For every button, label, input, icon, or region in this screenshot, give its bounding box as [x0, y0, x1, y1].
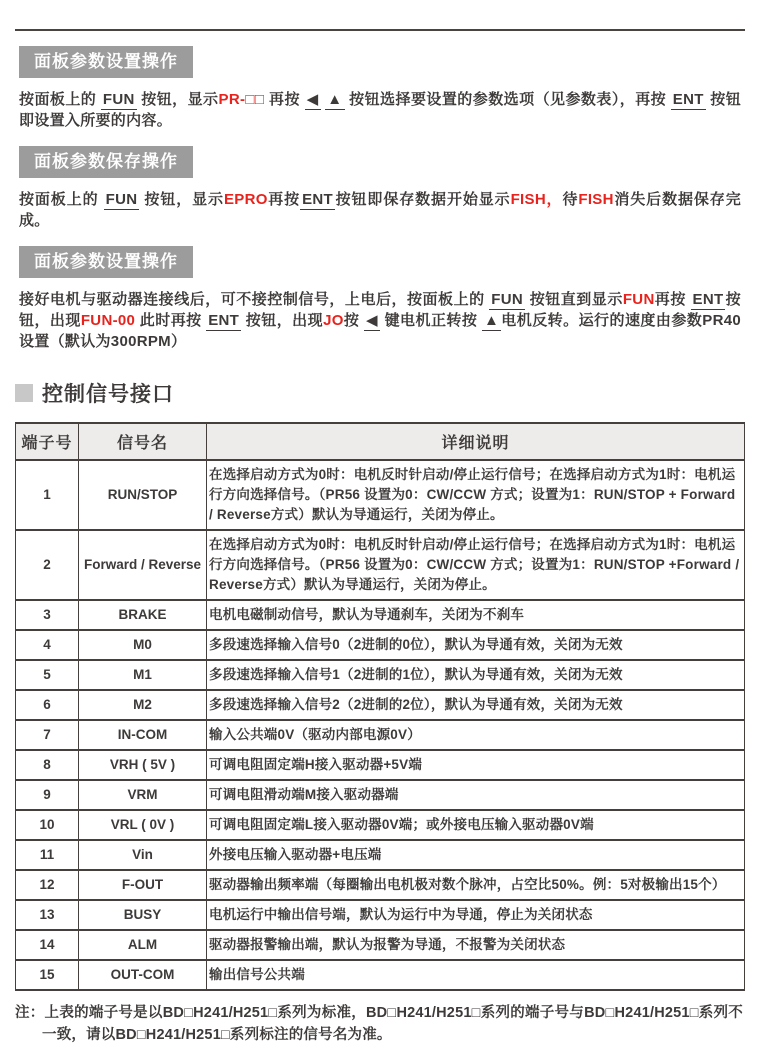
signal-name-cell: BUSY	[79, 900, 207, 930]
column-header-signal: 信号名	[79, 423, 207, 460]
terminal-number-cell: 13	[16, 900, 79, 930]
body-text: 电机反转。运行的速度由参数PR40设置（默认为300RPM）	[19, 312, 741, 350]
description-cell: 多段速选择输入信号1（2进制的1位），默认为导通有效，关闭为无效	[207, 660, 745, 690]
signal-name-cell: M0	[79, 630, 207, 660]
underlined-key-label: ▲	[327, 91, 343, 108]
note-prefix: 注：	[15, 1005, 45, 1021]
description-cell: 输出信号公共端	[207, 960, 745, 990]
control-signal-title-row	[15, 378, 761, 408]
body-text: 按钮直到显示	[525, 291, 623, 308]
signal-name-cell: F-OUT	[79, 870, 207, 900]
underlined-key-label: FUN	[105, 191, 138, 208]
column-header-description: 详细说明	[207, 423, 745, 460]
signal-name-cell: RUN/STOP	[79, 460, 207, 530]
panel-setting-section-2	[0, 231, 761, 352]
table-row	[16, 780, 745, 810]
signal-name-cell: M2	[79, 690, 207, 720]
terminal-number-cell: 15	[16, 960, 79, 990]
table-row	[16, 900, 745, 930]
description-cell: 驱动器输出频率端（每圈输出电机极对数个脉冲，占空比50%。例：5对极输出15个）	[207, 870, 745, 900]
description-cell: 多段速选择输入信号0（2进制的0位），默认为导通有效，关闭为无效	[207, 630, 745, 660]
highlight-text: FUN	[622, 291, 655, 308]
body-text: 按钮，出现	[241, 312, 324, 329]
terminal-number-cell: 4	[16, 630, 79, 660]
body-text: 键电机正转按	[379, 312, 482, 329]
terminal-number-cell: 10	[16, 810, 79, 840]
highlight-text: FISH	[578, 191, 614, 208]
table-row	[16, 460, 745, 530]
description-cell: 多段速选择输入信号2（2进制的2位），默认为导通有效，关闭为无效	[207, 690, 745, 720]
signal-name-cell: IN-COM	[79, 720, 207, 750]
panel-save-section	[0, 131, 761, 231]
description-cell: 在选择启动方式为0时：电机反时针启动/停止运行信号；在选择启动方式为1时：电机运行方向选择信号。（PR56 设置为0：CW/CCW 方式；设置为1：RUN/STOP + Forward / Reverse方式）默认为导通运行，关闭为停止。	[207, 460, 745, 530]
table-row	[16, 690, 745, 720]
highlight-text: FUN-00	[80, 312, 136, 329]
body-text: 按钮，显示	[139, 191, 224, 208]
underlined-key-label: ENT	[692, 291, 724, 308]
panel-setting-section-1	[0, 31, 761, 131]
section-badge-panel-setting: 面板参数设置操作	[19, 46, 193, 78]
description-cell: 输入公共端0V（驱动内部电源0V）	[207, 720, 745, 750]
highlight-text: FISH，	[510, 191, 563, 208]
terminal-number-cell: 3	[16, 600, 79, 630]
body-text: 按钮即设置入所要的内容。	[19, 91, 742, 129]
signal-name-cell: Vin	[79, 840, 207, 870]
description-cell: 驱动器报警输出端，默认为报警为导通，不报警为关闭状态	[207, 930, 745, 960]
paragraph-jog-operation	[19, 289, 741, 352]
body-text: 再按	[267, 191, 301, 208]
description-cell: 可调电阻固定端L接入驱动器0V端；或外接电压输入驱动器0V端	[207, 810, 745, 840]
terminal-number-cell: 7	[16, 720, 79, 750]
body-text: 再按	[264, 91, 305, 108]
paragraph-panel-setting	[19, 89, 741, 131]
body-text: 按面板上的	[19, 191, 104, 208]
signal-name-cell: VRM	[79, 780, 207, 810]
body-text: 再按	[654, 291, 691, 308]
underlined-key-label: ◀	[306, 91, 319, 108]
body-text: 此时再按	[135, 312, 207, 329]
table-note	[15, 1002, 743, 1046]
terminal-number-cell: 5	[16, 660, 79, 690]
body-text: 按钮选择要设置的参数选项（见参数表），再按	[344, 91, 671, 108]
underlined-key-label: ENT	[208, 312, 240, 329]
body-text: 待	[562, 191, 579, 208]
table-row	[16, 530, 745, 600]
terminal-number-cell: 8	[16, 750, 79, 780]
square-bullet-icon	[15, 384, 33, 402]
terminal-number-cell: 2	[16, 530, 79, 600]
highlight-text: EPRO	[223, 191, 268, 208]
signal-name-cell: VRL ( 0V )	[79, 810, 207, 840]
body-text: 按钮，显示	[136, 91, 219, 108]
body-text: 按钮，出现	[19, 291, 741, 329]
terminal-number-cell: 9	[16, 780, 79, 810]
description-cell: 电机运行中输出信号端，默认为运行中为导通，停止为关闭状态	[207, 900, 745, 930]
section-badge-panel-save: 面板参数保存操作	[19, 146, 193, 178]
control-signal-table	[15, 422, 745, 991]
underlined-key-label: ◀	[365, 312, 378, 329]
underlined-key-label: ENT	[302, 191, 333, 208]
underlined-key-label: ENT	[672, 91, 704, 108]
body-text: 按	[343, 312, 364, 329]
body-text: 接好电机与驱动器连接线后，可不接控制信号，上电后，按面板上的	[19, 291, 490, 308]
description-cell: 电机电磁制动信号，默认为导通刹车，关闭为不刹车	[207, 600, 745, 630]
description-cell: 可调电阻滑动端M接入驱动器端	[207, 780, 745, 810]
table-row	[16, 720, 745, 750]
body-text: 消失后数据保存完成。	[19, 191, 741, 229]
terminal-number-cell: 6	[16, 690, 79, 720]
section-title: 控制信号接口	[42, 383, 174, 406]
underlined-key-label: ▲	[483, 312, 500, 329]
table-row	[16, 660, 745, 690]
body-text: 按钮即保存数据开始显示	[335, 191, 511, 208]
description-cell: 可调电阻固定端H接入驱动器+5V端	[207, 750, 745, 780]
column-header-terminal: 端子号	[16, 423, 79, 460]
underlined-key-label: FUN	[491, 291, 524, 308]
note-body: 上表的端子号是以BD□H241/H251□系列为标准，BD□H241/H251□系列的端子号与BD□H241/H251□系列不一致，请以BD□H241/H251□系列标注的信号名为准。	[42, 1005, 744, 1043]
signal-name-cell: BRAKE	[79, 600, 207, 630]
table-row	[16, 750, 745, 780]
underlined-key-label: FUN	[102, 91, 135, 108]
signal-name-cell: Forward / Reverse	[79, 530, 207, 600]
signal-name-cell: M1	[79, 660, 207, 690]
table-row	[16, 930, 745, 960]
table-row	[16, 840, 745, 870]
terminal-number-cell: 1	[16, 460, 79, 530]
signal-name-cell: VRH ( 5V )	[79, 750, 207, 780]
table-header-row	[16, 423, 745, 460]
terminal-number-cell: 14	[16, 930, 79, 960]
signal-name-cell: OUT-COM	[79, 960, 207, 990]
description-cell: 外接电压输入驱动器+电压端	[207, 840, 745, 870]
manual-page	[0, 29, 761, 1043]
description-cell: 在选择启动方式为0时：电机反时针启动/停止运行信号；在选择启动方式为1时：电机运行方向选择信号。（PR56 设置为0：CW/CCW 方式；设置为1：RUN/STOP +Forward / Reverse方式）默认为导通运行，关闭为停止。	[207, 530, 745, 600]
paragraph-panel-save	[19, 189, 741, 231]
terminal-number-cell: 11	[16, 840, 79, 870]
body-text: 按面板上的	[19, 91, 101, 108]
table-row	[16, 870, 745, 900]
signal-table-body	[16, 460, 745, 990]
highlight-text: JO	[323, 312, 344, 329]
section-badge-jog-operation: 面板参数设置操作	[19, 246, 193, 278]
table-row	[16, 810, 745, 840]
table-row	[16, 600, 745, 630]
table-row	[16, 630, 745, 660]
highlight-text: PR-□□	[218, 91, 265, 108]
terminal-number-cell: 12	[16, 870, 79, 900]
table-row	[16, 960, 745, 990]
signal-name-cell: ALM	[79, 930, 207, 960]
